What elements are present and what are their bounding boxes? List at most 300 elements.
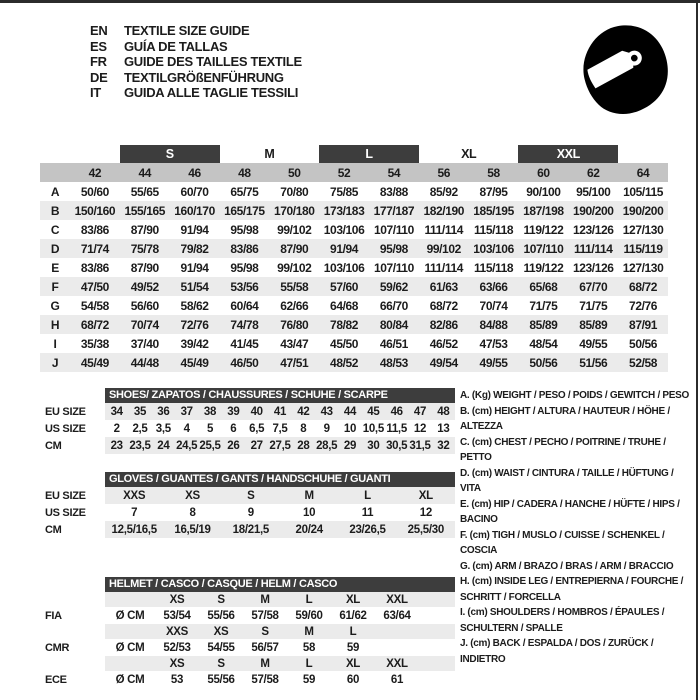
gloves-value-cell: 9 — [247, 506, 254, 519]
size-value-cell: 55/58 — [280, 279, 309, 294]
size-value-cell: 51/56 — [579, 355, 608, 370]
size-value-cell: 47/53 — [479, 336, 508, 351]
size-value-cell: 165/175 — [224, 203, 265, 218]
size-value-cell: 50/56 — [629, 336, 658, 351]
helmet-value-band — [105, 624, 455, 639]
size-value-cell: 46/50 — [230, 355, 259, 370]
row-label: J — [51, 355, 59, 370]
size-column-header: 58 — [487, 165, 500, 180]
size-value-cell: 75/78 — [130, 241, 159, 256]
size-value-cell: 62/66 — [280, 298, 309, 313]
shoes-value-cell: 36 — [157, 405, 170, 418]
helmet-value-cell: 54/55 — [207, 641, 235, 654]
size-value-cell: 87/95 — [479, 184, 508, 199]
language-title-list — [90, 23, 302, 101]
shoes-value-cell: 42 — [297, 405, 310, 418]
size-value-cell: 70/74 — [479, 298, 508, 313]
gloves-value-cell: XL — [418, 489, 433, 502]
row-label: F — [51, 279, 59, 294]
size-value-cell: 57/60 — [330, 279, 359, 294]
size-column-header: 60 — [537, 165, 550, 180]
size-column-header: 50 — [287, 165, 301, 180]
size-value-cell: 51/54 — [180, 279, 209, 294]
gloves-value-cell: 12 — [419, 506, 432, 519]
language-text: TEXTILE SIZE GUIDE — [124, 23, 250, 38]
shoes-value-cell: 9 — [323, 422, 330, 435]
size-value-cell: 71/75 — [579, 298, 608, 313]
size-value-cell: 84/88 — [479, 317, 508, 332]
helmet-value-band — [105, 592, 455, 607]
size-value-cell: 74/78 — [230, 317, 259, 332]
shoes-value-cell: 12 — [413, 422, 427, 435]
helmet-value-band — [105, 671, 455, 688]
size-value-cell: 91/94 — [330, 241, 359, 256]
size-value-cell: 39/42 — [180, 336, 209, 351]
helmet-value-cell: M — [304, 625, 314, 638]
top-border-line — [0, 0, 700, 3]
shoes-value-cell: 46 — [390, 405, 403, 418]
helmet-value-cell: XS — [169, 657, 185, 670]
size-value-cell: 52/58 — [629, 355, 658, 370]
size-value-cell: 150/160 — [74, 203, 116, 218]
helmet-value-cell: XXS — [165, 625, 189, 638]
size-value-cell: 68/72 — [629, 279, 658, 294]
row-label: FIA — [45, 609, 62, 622]
helmet-value-cell: 58 — [302, 641, 316, 654]
gloves-row-eu-size — [40, 487, 455, 504]
size-value-cell: 64/68 — [330, 298, 359, 313]
size-value-cell: 75/85 — [330, 184, 359, 199]
shoes-value-cell: 28,5 — [316, 439, 338, 452]
size-value-cell: 111/114 — [573, 241, 613, 256]
gloves-value-cell: 11 — [361, 506, 374, 519]
shoes-value-cell: 37 — [180, 405, 193, 418]
gloves-value-cell: 10 — [303, 506, 316, 519]
language-code: IT — [90, 85, 101, 100]
size-value-cell: 87/90 — [280, 241, 309, 256]
shoes-value-cell: 26 — [227, 439, 240, 452]
language-title-en — [90, 23, 302, 39]
size-value-cell: 170/180 — [273, 203, 315, 218]
gloves-row-us-size — [40, 504, 455, 521]
shoes-value-cell: 40 — [250, 405, 263, 418]
size-value-cell: 35/38 — [80, 336, 109, 351]
size-value-cell: 123/126 — [572, 222, 614, 237]
size-value-cell: 83/86 — [80, 222, 109, 237]
size-value-cell: 76/80 — [280, 317, 309, 332]
unit-cell: Ø CM — [115, 641, 145, 654]
row-label: A — [50, 184, 60, 199]
size-value-cell: 187/198 — [523, 203, 564, 218]
size-value-cell: 105/115 — [623, 184, 664, 199]
size-value-cell: 53/56 — [230, 279, 259, 294]
size-value-cell: 61/63 — [429, 279, 458, 294]
shoes-value-cell: 3,5 — [155, 422, 171, 435]
size-value-cell: 107/110 — [373, 222, 414, 237]
size-value-cell: 60/64 — [230, 298, 259, 313]
legend-item-i: I. (cm) SHOULDERS / HOMBROS / ÉPAULES / SCHULTERN / SPALLE — [460, 607, 665, 634]
helmet-value-cell: 60 — [346, 673, 360, 686]
shoes-value-cell: 35 — [133, 405, 147, 418]
size-value-cell: 107/110 — [523, 241, 564, 256]
gloves-value-cell: 16,5/19 — [174, 523, 211, 536]
row-label: I — [53, 336, 57, 351]
helmet-value-cell: 55/56 — [207, 673, 235, 686]
gloves-value-cell: 23/26,5 — [349, 523, 386, 536]
helmet-value-cell: 59 — [302, 673, 316, 686]
helmet-value-cell: S — [217, 593, 225, 606]
helmet-value-cell: 56/57 — [251, 641, 279, 654]
row-label: E — [51, 260, 59, 275]
row-label: CM — [45, 439, 62, 452]
helmet-value-band — [105, 639, 455, 656]
size-value-cell: 45/50 — [330, 336, 359, 351]
size-band-l: L — [319, 145, 419, 163]
shoes-value-cell: 13 — [437, 422, 450, 435]
shoes-value-band — [105, 437, 455, 454]
shoes-value-cell: 24,5 — [176, 439, 198, 452]
shoes-value-cell: 48 — [437, 405, 450, 418]
helmet-value-cell: S — [217, 657, 225, 670]
shoes-value-cell: 45 — [367, 405, 380, 418]
size-value-cell: 119/122 — [523, 222, 564, 237]
size-value-cell: 111/114 — [424, 260, 464, 275]
shoes-value-cell: 27 — [250, 439, 263, 452]
size-value-cell: 155/165 — [124, 203, 166, 218]
row-label: G — [50, 298, 60, 313]
size-value-cell: 85/89 — [529, 317, 558, 332]
gloves-value-band — [105, 487, 455, 504]
helmet-size-header-row — [40, 624, 455, 639]
size-column-header: 62 — [586, 165, 600, 180]
shoes-value-cell: 41 — [273, 405, 287, 418]
helmet-row-ece — [40, 671, 455, 688]
size-value-cell: 79/82 — [180, 241, 209, 256]
helmet-value-cell: M — [260, 593, 270, 606]
shoes-value-band — [105, 403, 455, 420]
size-value-cell: 87/90 — [130, 260, 159, 275]
helmet-value-cell: XS — [169, 593, 185, 606]
size-value-cell: 68/72 — [80, 317, 109, 332]
unit-cell: Ø CM — [115, 609, 145, 622]
shoes-table-title: SHOES/ ZAPATOS / CHAUSSURES / SCHUHE / SCARPE — [105, 388, 455, 403]
row-label: US SIZE — [45, 506, 86, 519]
size-value-cell: 70/74 — [130, 317, 159, 332]
size-value-cell: 78/82 — [330, 317, 359, 332]
size-value-cell: 85/92 — [429, 184, 458, 199]
size-value-cell: 41/45 — [230, 336, 259, 351]
helmet-value-cell: L — [305, 593, 313, 606]
legend-item-a: A. (Kg) WEIGHT / PESO / POIDS / GEWITCH / PESO — [460, 390, 689, 401]
shoes-value-band — [105, 420, 455, 437]
gloves-value-cell: 25,5/30 — [407, 523, 444, 536]
size-value-cell: 50/60 — [80, 184, 109, 199]
legend-item-b: B. (cm) HEIGHT / ALTURA / HAUTEUR / HÖHE / ALTEZZA — [460, 405, 670, 432]
helmet-table — [40, 577, 455, 688]
size-band-row — [40, 145, 668, 163]
size-value-cell: 46/51 — [379, 336, 408, 351]
size-column-header: 46 — [188, 165, 201, 180]
size-band-xl: XL — [461, 147, 477, 161]
row-label: B — [50, 203, 60, 218]
shoes-row-cm — [40, 437, 455, 454]
size-value-cell: 50/56 — [529, 355, 558, 370]
language-code: FR — [90, 54, 107, 69]
shoes-value-cell: 32 — [437, 439, 450, 452]
gloves-value-band — [105, 504, 455, 521]
gloves-value-cell: L — [364, 489, 371, 502]
gloves-value-cell: 8 — [189, 506, 196, 519]
helmet-value-band — [105, 656, 455, 671]
size-value-cell: 58/62 — [180, 298, 209, 313]
gloves-value-cell: XS — [185, 489, 200, 502]
size-row-d — [40, 239, 668, 258]
shoes-value-cell: 39 — [227, 405, 240, 418]
helmet-value-cell: 57/58 — [251, 609, 279, 622]
helmet-table-title: HELMET / CASCO / CASQUE / HELM / CASCO — [105, 577, 455, 592]
language-code: DE — [90, 69, 108, 85]
size-value-cell: 48/52 — [330, 355, 359, 370]
size-row-e — [40, 258, 668, 277]
size-value-cell: 123/126 — [572, 260, 614, 275]
legend-item-c: C. (cm) CHEST / PECHO / POITRINE / TRUHE / PETTO — [460, 436, 666, 463]
size-value-cell: 65/68 — [529, 279, 558, 294]
size-value-cell: 37/40 — [130, 336, 159, 351]
shoes-value-cell: 29 — [343, 439, 357, 452]
gloves-value-cell: M — [304, 489, 314, 502]
helmet-value-cell: 61/62 — [339, 609, 367, 622]
shoes-value-cell: 4 — [183, 422, 190, 435]
size-value-cell: 49/55 — [479, 355, 508, 370]
helmet-value-cell: 59 — [346, 641, 360, 654]
shoes-value-cell: 5 — [206, 422, 214, 435]
size-value-cell: 65/75 — [230, 184, 259, 199]
row-label: D — [50, 241, 60, 256]
size-value-cell: 47/51 — [280, 355, 309, 370]
size-value-cell: 99/102 — [277, 222, 312, 237]
size-value-cell: 70/80 — [280, 184, 309, 199]
helmet-size-header-row — [40, 656, 455, 671]
size-column-header: 48 — [238, 165, 251, 180]
helmet-value-band — [105, 607, 455, 624]
size-value-cell: 91/94 — [180, 260, 209, 275]
size-value-cell: 99/102 — [277, 260, 312, 275]
legend-item-f: F. (cm) TIGH / MUSLO / CUISSE / SCHENKEL / COSCIA — [460, 529, 665, 556]
size-value-cell: 127/130 — [622, 260, 664, 275]
helmet-value-cell: 53/54 — [163, 609, 191, 622]
shoes-value-cell: 25,5 — [199, 439, 221, 452]
gloves-table-body — [40, 487, 455, 538]
size-value-cell: 115/119 — [623, 241, 663, 256]
row-label: CMR — [45, 641, 70, 654]
shoes-table-body — [40, 403, 455, 454]
gloves-row-cm — [40, 521, 455, 538]
row-label: US SIZE — [45, 422, 86, 435]
size-row-j — [40, 353, 668, 372]
size-value-cell: 173/183 — [323, 203, 365, 218]
size-column-header: 52 — [337, 165, 351, 180]
size-value-cell: 56/60 — [130, 298, 159, 313]
size-band-xxl: XXL — [518, 145, 618, 163]
language-title-fr — [90, 54, 302, 70]
size-value-cell: 71/75 — [529, 298, 558, 313]
size-value-cell: 190/200 — [622, 203, 664, 218]
size-value-cell: 60/70 — [180, 184, 209, 199]
language-text: GUÍA DE TALLAS — [124, 38, 228, 54]
size-value-cell: 44/48 — [130, 355, 159, 370]
row-label: EU SIZE — [45, 489, 86, 502]
shoes-value-cell: 11,5 — [386, 422, 407, 435]
helmet-value-cell: 61 — [390, 673, 404, 686]
shoes-value-cell: 34 — [110, 405, 123, 418]
size-value-cell: 83/88 — [379, 184, 408, 199]
helmet-value-cell: 57/58 — [251, 673, 279, 686]
helmet-value-cell: 59/60 — [295, 609, 323, 622]
gloves-value-cell: 20/24 — [295, 523, 323, 536]
helmet-row-fia — [40, 607, 455, 624]
size-value-cell: 87/90 — [130, 222, 159, 237]
shoes-value-cell: 43 — [320, 405, 333, 418]
language-text: TEXTILGRÖßENFÜHRUNG — [124, 69, 284, 85]
legend-item-g: G. (cm) ARM / BRAZO / BRAS / ARM / BRACCIO — [460, 560, 674, 572]
shoes-row-us-size — [40, 420, 455, 437]
shoes-value-cell: 31,5 — [409, 439, 431, 452]
shoes-value-cell: 44 — [343, 405, 357, 418]
size-value-cell: 80/84 — [379, 317, 408, 332]
size-row-i — [40, 334, 668, 353]
gloves-table-title: GLOVES / GUANTES / GANTS / HANDSCHUHE / GUANTI — [105, 472, 455, 487]
size-column-header: 44 — [138, 165, 152, 180]
shoes-value-cell: 30 — [367, 439, 380, 452]
measurement-legend — [460, 388, 692, 667]
legend-item-j: J. (cm) BACK / ESPALDA / DOS / ZURÜCK / INDIETRO — [460, 638, 654, 665]
helmet-value-cell: M — [260, 657, 270, 670]
shoes-value-cell: 27,5 — [269, 439, 291, 452]
size-value-cell: 45/49 — [180, 355, 209, 370]
size-value-cell: 177/187 — [373, 203, 415, 218]
racing-helmet-icon — [575, 18, 675, 120]
legend-item-d: D. (cm) WAIST / CINTURA / TAILLE / HÜFTUNG / VITA — [460, 467, 674, 494]
size-value-cell: 49/52 — [130, 279, 159, 294]
size-value-cell: 160/170 — [174, 203, 215, 218]
size-value-cell: 87/91 — [629, 317, 658, 332]
size-value-cell: 95/98 — [230, 222, 259, 237]
size-table-body — [40, 182, 668, 372]
size-value-cell: 55/65 — [130, 184, 159, 199]
language-text: GUIDA ALLE TAGLIE TESSILI — [124, 85, 299, 100]
size-value-cell: 185/195 — [473, 203, 514, 218]
size-value-cell: 54/58 — [80, 298, 109, 313]
language-title-es — [90, 39, 302, 55]
size-value-cell: 83/86 — [80, 260, 109, 275]
size-value-cell: 103/106 — [323, 222, 365, 237]
textile-size-table — [40, 145, 668, 372]
size-value-cell: 43/47 — [280, 336, 309, 351]
size-band-s: S — [120, 145, 220, 163]
shoes-value-cell: 10 — [343, 422, 357, 435]
size-value-cell: 190/200 — [572, 203, 614, 218]
size-value-cell: 59/62 — [379, 279, 408, 294]
shoes-value-cell: 2,5 — [132, 422, 148, 435]
size-value-cell: 71/74 — [80, 241, 109, 256]
shoes-value-cell: 23,5 — [129, 439, 151, 452]
size-value-cell: 107/110 — [373, 260, 414, 275]
row-label: ECE — [45, 673, 67, 686]
helmet-row-cmr — [40, 639, 455, 656]
size-value-cell: 48/54 — [529, 336, 558, 351]
shoes-value-cell: 30,5 — [386, 439, 408, 452]
size-value-cell: 91/94 — [180, 222, 209, 237]
gloves-value-cell: 7 — [131, 506, 138, 519]
size-value-cell: 63/66 — [479, 279, 508, 294]
helmet-value-cell: 52/53 — [163, 641, 191, 654]
size-row-f — [40, 277, 668, 296]
shoes-value-cell: 24 — [157, 439, 170, 452]
size-value-cell: 103/106 — [473, 241, 514, 256]
size-number-header-row — [40, 163, 668, 182]
shoes-value-cell: 47 — [413, 405, 427, 418]
language-text: GUIDE DES TAILLES TEXTILE — [124, 54, 302, 69]
helmet-value-cell: XXL — [386, 593, 408, 606]
size-value-cell: 49/55 — [579, 336, 608, 351]
size-value-cell: 95/100 — [576, 184, 611, 199]
size-band-m: M — [264, 147, 275, 161]
size-row-a — [40, 182, 668, 201]
size-value-cell: 48/53 — [379, 355, 408, 370]
language-code: ES — [90, 38, 107, 54]
shoes-value-cell: 6 — [230, 422, 237, 435]
unit-cell: Ø CM — [115, 673, 145, 686]
size-value-cell: 115/118 — [473, 260, 514, 275]
helmet-value-cell: L — [349, 625, 357, 638]
shoes-value-cell: 6,5 — [249, 422, 265, 435]
helmet-table-body — [40, 592, 455, 688]
size-value-cell: 49/54 — [429, 355, 458, 370]
helmet-value-cell: XL — [345, 593, 361, 606]
helmet-value-cell: S — [261, 625, 269, 638]
shoes-value-cell: 7,5 — [272, 422, 288, 435]
size-value-cell: 115/118 — [473, 222, 514, 237]
size-value-cell: 90/100 — [526, 184, 561, 199]
size-value-cell: 47/50 — [80, 279, 109, 294]
helmet-value-cell: 63/64 — [383, 609, 411, 622]
size-row-g — [40, 296, 668, 315]
size-value-cell: 45/49 — [80, 355, 109, 370]
shoes-row-eu-size — [40, 403, 455, 420]
size-column-header: 54 — [387, 165, 401, 180]
helmet-value-cell: L — [305, 657, 313, 670]
shoes-value-cell: 2 — [113, 422, 120, 435]
size-value-cell: 72/76 — [180, 317, 209, 332]
language-title-it — [90, 85, 302, 101]
shoes-value-cell: 28 — [297, 439, 310, 452]
size-row-b — [40, 201, 668, 220]
size-value-cell: 83/86 — [230, 241, 259, 256]
gloves-value-cell: 12,5/16,5 — [111, 523, 157, 536]
helmet-value-cell: XS — [213, 625, 229, 638]
size-value-cell: 82/86 — [429, 317, 458, 332]
language-code: EN — [90, 23, 108, 38]
shoes-value-cell: 38 — [203, 405, 217, 418]
helmet-size-header-row — [40, 592, 455, 607]
language-title-de — [90, 70, 302, 86]
shoes-value-cell: 23 — [110, 439, 123, 452]
size-column-header: 64 — [636, 165, 650, 180]
row-label: EU SIZE — [45, 405, 86, 418]
gloves-table — [40, 472, 455, 538]
size-value-cell: 95/98 — [230, 260, 259, 275]
size-row-h — [40, 315, 668, 334]
